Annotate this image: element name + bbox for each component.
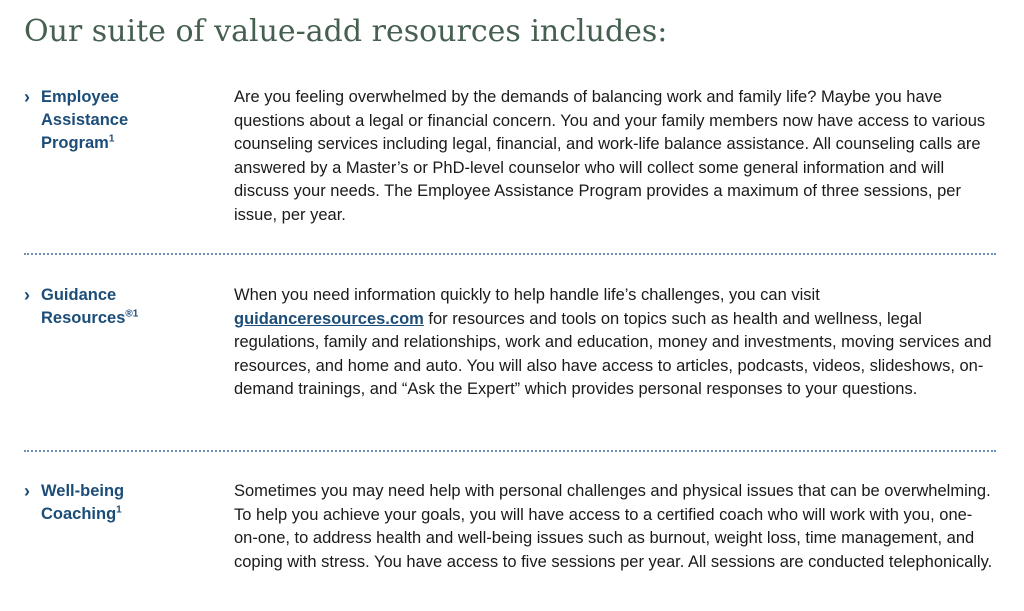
resource-term-label: Employee Assistance Program$^1$	[41, 88, 129, 152]
dotted-divider	[24, 450, 996, 452]
dotted-divider	[24, 253, 996, 255]
chevron-right-icon: ›	[24, 481, 30, 501]
resource-term-label: Well-being Coaching$^1$	[41, 482, 125, 523]
chevron-right-icon: ›	[24, 87, 30, 107]
guidanceresources-link[interactable]: guidanceresources.com	[234, 309, 424, 328]
resource-description: Are you feeling overwhelmed by the demands of balancing work and family life? Maybe you have questions about a legal or financial concern. You and your family members now have access to various counseling services including legal, financial, and work-life balance assistance. All counseling calls are answered by a Master’s or PhD-level counselor who will collect some general information and will discuss your needs. The Employee Assistance Program provides a maximum of three sessions, per issue, per year.	[234, 88, 986, 224]
resource-term-label: Guidance Resources$^{®1}$	[41, 286, 139, 327]
resource-term	[24, 480, 224, 526]
footnote-marker: 1	[116, 504, 122, 516]
footnote-marker: ®1	[125, 308, 139, 320]
resource-term	[24, 86, 224, 155]
resource-term	[24, 284, 224, 330]
page-title: Our suite of value-add resources includes:	[24, 14, 668, 49]
chevron-right-icon: ›	[24, 285, 30, 305]
footnote-marker: 1	[108, 133, 115, 145]
resource-description: Sometimes you may need help with personal challenges and physical issues that can be overwhelming. To help you achieve your goals, you will have access to a certified coach who will work with you, one-on-one, to address health and well-being issues such as burnout, weight loss, time management, and coping with stress. You have access to five sessions per year. All sessions are conducted telephonically.	[234, 482, 993, 571]
resource-description: When you need information quickly to help handle life’s challenges, you can visit guidanceresources.com for resources and tools on topics such as health and wellness, legal regulations, family and relationships, work and education, money and investments, moving services and resources, and home and auto. You will also have access to articles, podcasts, videos, slideshows, on-demand trainings, and “Ask the Expert” which provides personal responses to your questions.	[234, 286, 992, 399]
